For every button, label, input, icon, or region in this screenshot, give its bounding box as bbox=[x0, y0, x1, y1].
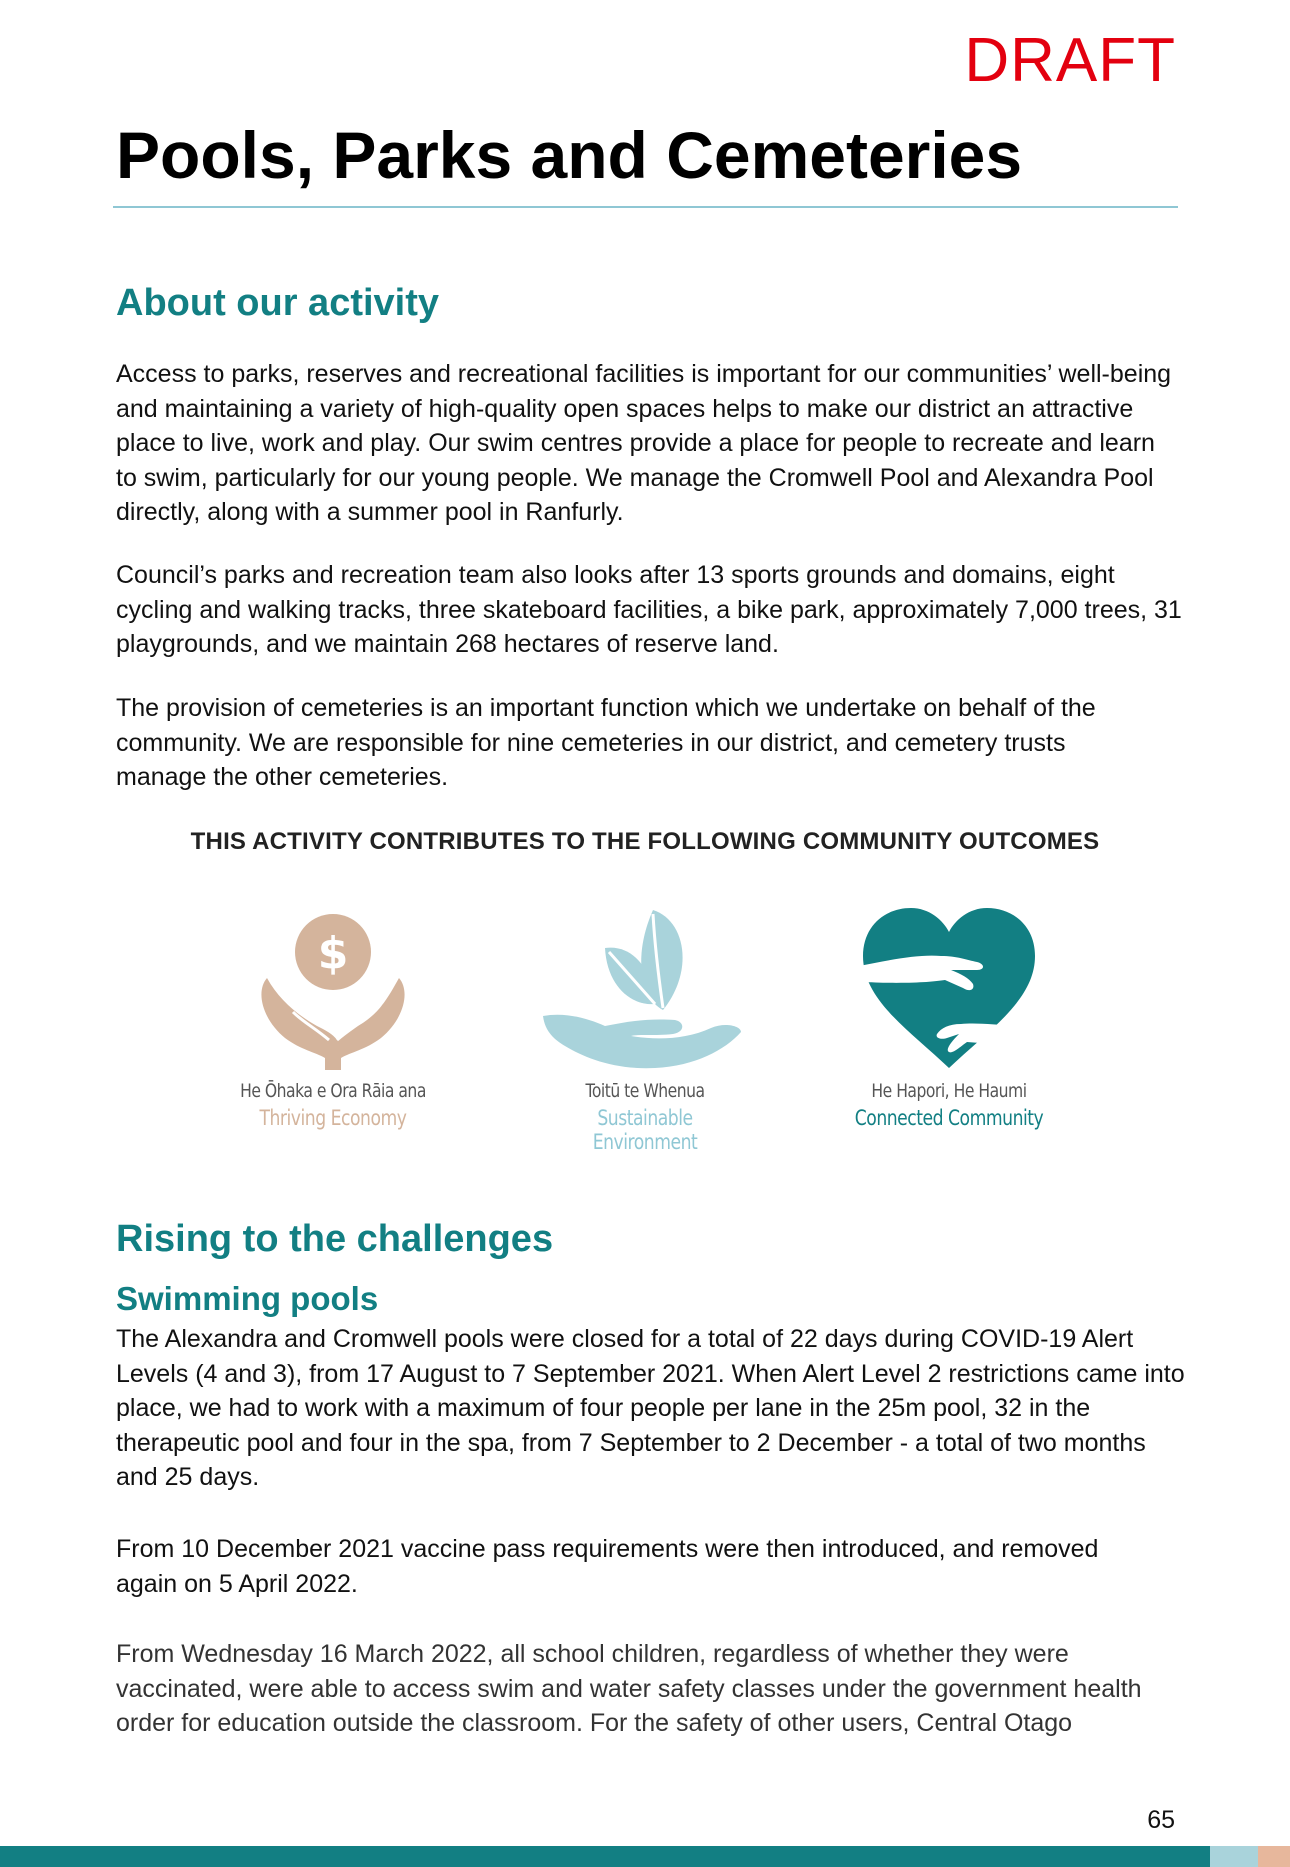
outcomes-heading: THIS ACTIVITY CONTRIBUTES TO THE FOLLOWING COMMUNITY OUTCOMES bbox=[190, 828, 1100, 855]
outcome-thriving-economy bbox=[213, 900, 453, 1130]
dollar-hands-icon bbox=[233, 900, 433, 1070]
title-divider bbox=[113, 206, 1178, 208]
outcome-maori-label: He Hapori, He Haumi bbox=[871, 1080, 1027, 1102]
outcome-english-label: Sustainable Environment bbox=[592, 1106, 698, 1154]
footer-bar-accent-orange bbox=[1258, 1846, 1290, 1867]
page-title: Pools, Parks and Cemeteries bbox=[116, 118, 1023, 192]
outcome-english-label: Thriving Economy bbox=[259, 1106, 407, 1130]
footer-bar bbox=[0, 1846, 1210, 1867]
challenges-paragraph-1: The Alexandra and Cromwell pools were closed for a total of 22 days during COVID-19 Alert Levels (4 and 3), from 17 August to 7 September 2021. When Alert Level 2 restrictions came into place, we had to work with a maximum of four people per lane in the 25m pool, 32 in the therapeutic pool and four in the spa, from 7 September to 2 December - a total of two months and 25 days. bbox=[116, 1325, 1185, 1491]
challenges-paragraph-3: From Wednesday 16 March 2022, all school children, regardless of whether they were vaccinated, were able to access swim and water safety classes under the government health order for education outside the classroom. For the safety of other users, Central Otago bbox=[116, 1640, 1142, 1737]
challenges-heading: Rising to the challenges bbox=[116, 1218, 554, 1260]
about-paragraph-1: Access to parks, reserves and recreational facilities is important for our communities’ well-being and maintaining a variety of high-quality open spaces helps to make our district an attractive place to live, work and play. Our swim centres provide a place for people to recreate and learn to swim, particularly for our young people. We manage the Cromwell Pool and Alexandra Pool directly, along with a summer pool in Ranfurly. bbox=[116, 360, 1172, 526]
page-number: 65 bbox=[1147, 1806, 1175, 1834]
about-paragraph-3: The provision of cemeteries is an important function which we undertake on behalf of the community. We are responsible for nine cemeteries in our district, and cemetery trusts manage the other cemeteries. bbox=[116, 694, 1096, 791]
outcome-connected-community bbox=[829, 900, 1069, 1130]
swimming-pools-subheading: Swimming pools bbox=[116, 1280, 379, 1317]
outcome-maori-label: He Ōhaka e Ora Rāia ana bbox=[240, 1080, 426, 1102]
draft-watermark: DRAFT bbox=[964, 26, 1176, 95]
footer-bar-accent-light bbox=[1210, 1846, 1258, 1867]
about-heading: About our activity bbox=[116, 282, 440, 324]
svg-text:$: $ bbox=[317, 928, 349, 979]
outcome-english-label: Connected Community bbox=[854, 1106, 1044, 1130]
challenges-paragraph-2: From 10 December 2021 vaccine pass requirements were then introduced, and removed again on 5 April 2022. bbox=[116, 1535, 1099, 1598]
outcome-sustainable-environment bbox=[525, 900, 765, 1154]
about-paragraph-2: Council’s parks and recreation team also looks after 13 sports grounds and domains, eight cycling and walking tracks, three skateboard facilities, a bike park, approximately 7,000 trees, 31 playgrounds, and we maintain 268 hectares of reserve land. bbox=[116, 561, 1182, 658]
outcome-maori-label: Toitū te Whenua bbox=[585, 1080, 705, 1102]
heart-hands-icon bbox=[849, 900, 1049, 1070]
leaf-hand-icon bbox=[535, 900, 755, 1070]
